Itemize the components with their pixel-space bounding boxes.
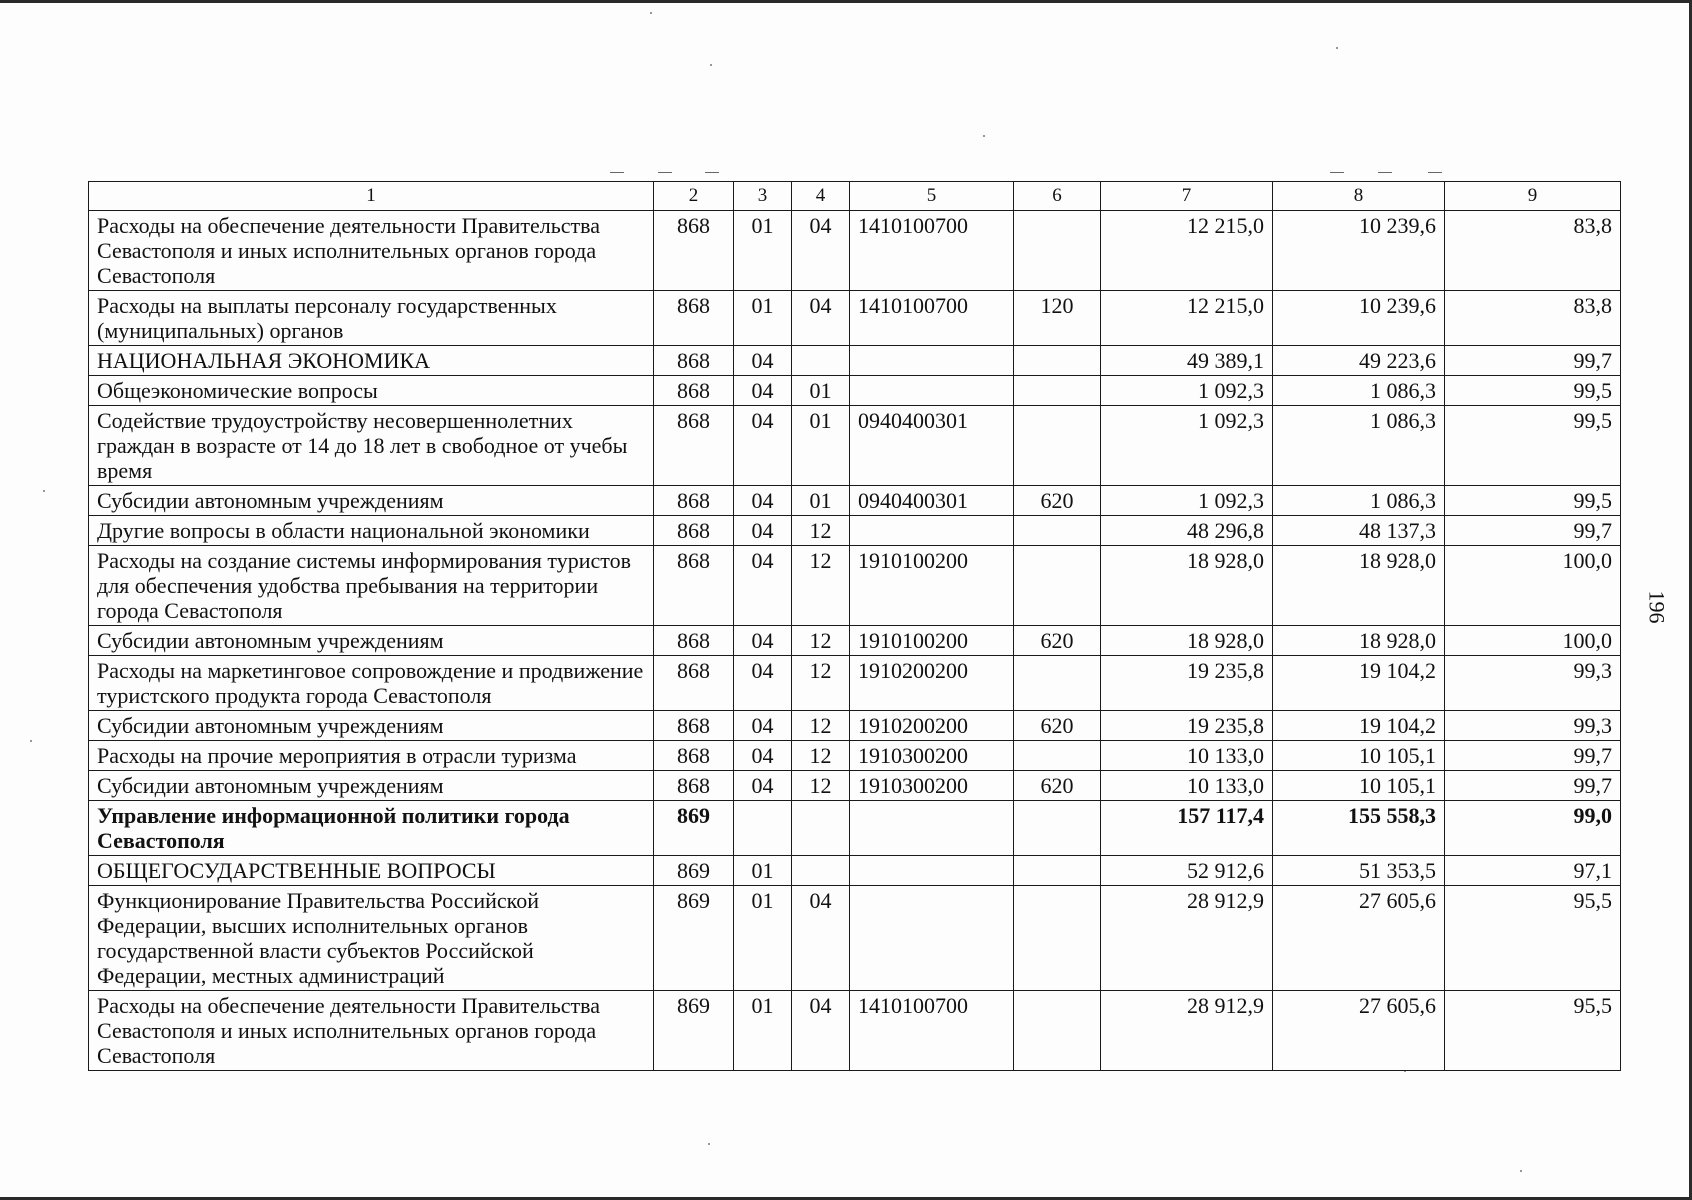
subsection-code-cell: 12 bbox=[792, 656, 850, 711]
row-name-cell: Субсидии автономным учреждениям bbox=[89, 771, 654, 801]
table-row bbox=[89, 886, 1621, 991]
subsection-code-cell bbox=[792, 856, 850, 886]
expense-type-cell bbox=[1014, 346, 1101, 376]
table-row bbox=[89, 406, 1621, 486]
table-row bbox=[89, 771, 1621, 801]
target-article-cell bbox=[850, 346, 1014, 376]
expense-type-cell bbox=[1014, 211, 1101, 291]
execution-percent-cell: 100,0 bbox=[1445, 546, 1621, 626]
expense-type-cell bbox=[1014, 656, 1101, 711]
scan-speck bbox=[1520, 1170, 1522, 1172]
subsection-code-cell: 01 bbox=[792, 486, 850, 516]
ministry-code-cell: 868 bbox=[654, 211, 734, 291]
planned-amount-cell: 10 133,0 bbox=[1101, 771, 1273, 801]
expense-type-cell bbox=[1014, 991, 1101, 1071]
table-row bbox=[89, 516, 1621, 546]
section-code-cell: 01 bbox=[734, 856, 792, 886]
target-article-cell: 1910100200 bbox=[850, 626, 1014, 656]
expense-type-cell bbox=[1014, 406, 1101, 486]
expense-type-cell bbox=[1014, 886, 1101, 991]
ministry-code-cell: 868 bbox=[654, 376, 734, 406]
scan-speck bbox=[710, 64, 712, 66]
row-name-cell: Расходы на выплаты персоналу государственных (муниципальных) органов bbox=[89, 291, 654, 346]
execution-percent-cell: 99,7 bbox=[1445, 771, 1621, 801]
ministry-code-cell: 868 bbox=[654, 546, 734, 626]
section-code-cell: 01 bbox=[734, 991, 792, 1071]
row-name-cell: Расходы на обеспечение деятельности Правительства Севастополя и иных исполнительных органов города Севастополя bbox=[89, 991, 654, 1071]
execution-percent-cell: 97,1 bbox=[1445, 856, 1621, 886]
column-number-7: 7 bbox=[1101, 182, 1273, 211]
target-article-cell: 1910200200 bbox=[850, 711, 1014, 741]
row-name-cell: Субсидии автономным учреждениям bbox=[89, 711, 654, 741]
section-code-cell: 04 bbox=[734, 486, 792, 516]
execution-percent-cell: 83,8 bbox=[1445, 211, 1621, 291]
executed-amount-cell: 18 928,0 bbox=[1273, 546, 1445, 626]
section-code-cell: 04 bbox=[734, 626, 792, 656]
page-number: 196 bbox=[1644, 590, 1670, 624]
target-article-cell bbox=[850, 801, 1014, 856]
executed-amount-cell: 19 104,2 bbox=[1273, 711, 1445, 741]
scan-speck bbox=[983, 135, 985, 137]
column-number-4: 4 bbox=[792, 182, 850, 211]
subsection-code-cell: 04 bbox=[792, 991, 850, 1071]
row-name-cell: Расходы на маркетинговое сопровождение и продвижение туристского продукта города Севастополя bbox=[89, 656, 654, 711]
table-row bbox=[89, 801, 1621, 856]
expense-type-cell: 620 bbox=[1014, 626, 1101, 656]
execution-percent-cell: 99,7 bbox=[1445, 741, 1621, 771]
target-article-cell: 0940400301 bbox=[850, 486, 1014, 516]
planned-amount-cell: 49 389,1 bbox=[1101, 346, 1273, 376]
executed-amount-cell: 10 239,6 bbox=[1273, 291, 1445, 346]
row-name-cell: Функционирование Правительства Российской Федерации, высших исполнительных органов государственной власти субъектов Российской Федерации, местных администраций bbox=[89, 886, 654, 991]
planned-amount-cell: 19 235,8 bbox=[1101, 711, 1273, 741]
scan-speck bbox=[1336, 47, 1338, 49]
executed-amount-cell: 155 558,3 bbox=[1273, 801, 1445, 856]
table-body bbox=[89, 211, 1621, 1071]
table-row bbox=[89, 376, 1621, 406]
header-row bbox=[89, 182, 1621, 211]
target-article-cell: 1910300200 bbox=[850, 771, 1014, 801]
target-article-cell: 1910100200 bbox=[850, 546, 1014, 626]
section-code-cell: 04 bbox=[734, 406, 792, 486]
target-article-cell bbox=[850, 376, 1014, 406]
planned-amount-cell: 1 092,3 bbox=[1101, 406, 1273, 486]
row-name-cell: Субсидии автономным учреждениям bbox=[89, 626, 654, 656]
section-code-cell: 01 bbox=[734, 886, 792, 991]
table-row bbox=[89, 486, 1621, 516]
section-code-cell: 04 bbox=[734, 741, 792, 771]
planned-amount-cell: 19 235,8 bbox=[1101, 656, 1273, 711]
planned-amount-cell: 12 215,0 bbox=[1101, 291, 1273, 346]
expense-type-cell bbox=[1014, 741, 1101, 771]
execution-percent-cell: 99,5 bbox=[1445, 406, 1621, 486]
subsection-code-cell: 01 bbox=[792, 376, 850, 406]
scan-speck bbox=[43, 490, 45, 492]
table-header bbox=[89, 182, 1621, 211]
executed-amount-cell: 27 605,6 bbox=[1273, 991, 1445, 1071]
subsection-code-cell: 12 bbox=[792, 546, 850, 626]
subsection-code-cell: 12 bbox=[792, 711, 850, 741]
section-code-cell: 04 bbox=[734, 516, 792, 546]
planned-amount-cell: 18 928,0 bbox=[1101, 626, 1273, 656]
column-number-9: 9 bbox=[1445, 182, 1621, 211]
section-code-cell: 04 bbox=[734, 711, 792, 741]
expense-type-cell: 620 bbox=[1014, 771, 1101, 801]
execution-percent-cell: 99,3 bbox=[1445, 711, 1621, 741]
table-row bbox=[89, 741, 1621, 771]
target-article-cell: 1410100700 bbox=[850, 211, 1014, 291]
row-name-cell: Другие вопросы в области национальной экономики bbox=[89, 516, 654, 546]
table-row bbox=[89, 346, 1621, 376]
planned-amount-cell: 1 092,3 bbox=[1101, 376, 1273, 406]
column-number-8: 8 bbox=[1273, 182, 1445, 211]
executed-amount-cell: 48 137,3 bbox=[1273, 516, 1445, 546]
expense-type-cell: 620 bbox=[1014, 486, 1101, 516]
target-article-cell: 1410100700 bbox=[850, 291, 1014, 346]
target-article-cell bbox=[850, 516, 1014, 546]
planned-amount-cell: 28 912,9 bbox=[1101, 886, 1273, 991]
table-row bbox=[89, 856, 1621, 886]
subsection-code-cell: 12 bbox=[792, 626, 850, 656]
execution-percent-cell: 99,7 bbox=[1445, 346, 1621, 376]
subsection-code-cell: 12 bbox=[792, 741, 850, 771]
planned-amount-cell: 52 912,6 bbox=[1101, 856, 1273, 886]
target-article-cell: 0940400301 bbox=[850, 406, 1014, 486]
planned-amount-cell: 18 928,0 bbox=[1101, 546, 1273, 626]
planned-amount-cell: 28 912,9 bbox=[1101, 991, 1273, 1071]
budget-table bbox=[88, 181, 1621, 1071]
ministry-code-cell: 868 bbox=[654, 291, 734, 346]
executed-amount-cell: 1 086,3 bbox=[1273, 486, 1445, 516]
row-name-cell: Общеэкономические вопросы bbox=[89, 376, 654, 406]
execution-percent-cell: 83,8 bbox=[1445, 291, 1621, 346]
execution-percent-cell: 95,5 bbox=[1445, 886, 1621, 991]
executed-amount-cell: 10 239,6 bbox=[1273, 211, 1445, 291]
executed-amount-cell: 1 086,3 bbox=[1273, 376, 1445, 406]
ministry-code-cell: 868 bbox=[654, 406, 734, 486]
row-name-cell: Расходы на обеспечение деятельности Правительства Севастополя и иных исполнительных органов города Севастополя bbox=[89, 211, 654, 291]
table-row bbox=[89, 656, 1621, 711]
table-row bbox=[89, 626, 1621, 656]
scan-dash bbox=[658, 172, 672, 173]
row-name-cell: Расходы на прочие мероприятия в отрасли туризма bbox=[89, 741, 654, 771]
target-article-cell: 1910200200 bbox=[850, 656, 1014, 711]
execution-percent-cell: 100,0 bbox=[1445, 626, 1621, 656]
scan-dash bbox=[1378, 172, 1392, 173]
executed-amount-cell: 1 086,3 bbox=[1273, 406, 1445, 486]
executed-amount-cell: 18 928,0 bbox=[1273, 626, 1445, 656]
section-code-cell bbox=[734, 801, 792, 856]
column-number-1: 1 bbox=[89, 182, 654, 211]
expense-type-cell bbox=[1014, 516, 1101, 546]
section-code-cell: 01 bbox=[734, 211, 792, 291]
scan-edge-top bbox=[0, 0, 1692, 3]
row-name-cell: Содействие трудоустройству несовершеннолетних граждан в возрасте от 14 до 18 лет в свободное от учебы время bbox=[89, 406, 654, 486]
table-row bbox=[89, 211, 1621, 291]
subsection-code-cell: 01 bbox=[792, 406, 850, 486]
executed-amount-cell: 10 105,1 bbox=[1273, 771, 1445, 801]
column-number-2: 2 bbox=[654, 182, 734, 211]
subsection-code-cell: 04 bbox=[792, 886, 850, 991]
row-name-cell: Управление информационной политики города Севастополя bbox=[89, 801, 654, 856]
ministry-code-cell: 868 bbox=[654, 346, 734, 376]
execution-percent-cell: 95,5 bbox=[1445, 991, 1621, 1071]
table-row bbox=[89, 291, 1621, 346]
planned-amount-cell: 157 117,4 bbox=[1101, 801, 1273, 856]
target-article-cell bbox=[850, 856, 1014, 886]
expense-type-cell bbox=[1014, 376, 1101, 406]
section-code-cell: 04 bbox=[734, 546, 792, 626]
section-code-cell: 01 bbox=[734, 291, 792, 346]
ministry-code-cell: 869 bbox=[654, 801, 734, 856]
column-number-3: 3 bbox=[734, 182, 792, 211]
ministry-code-cell: 869 bbox=[654, 856, 734, 886]
executed-amount-cell: 51 353,5 bbox=[1273, 856, 1445, 886]
subsection-code-cell: 12 bbox=[792, 771, 850, 801]
planned-amount-cell: 12 215,0 bbox=[1101, 211, 1273, 291]
column-number-6: 6 bbox=[1014, 182, 1101, 211]
planned-amount-cell: 48 296,8 bbox=[1101, 516, 1273, 546]
execution-percent-cell: 99,5 bbox=[1445, 486, 1621, 516]
target-article-cell: 1910300200 bbox=[850, 741, 1014, 771]
scan-speck bbox=[650, 12, 652, 14]
executed-amount-cell: 19 104,2 bbox=[1273, 656, 1445, 711]
row-name-cell: ОБЩЕГОСУДАРСТВЕННЫЕ ВОПРОСЫ bbox=[89, 856, 654, 886]
ministry-code-cell: 868 bbox=[654, 711, 734, 741]
ministry-code-cell: 868 bbox=[654, 656, 734, 711]
executed-amount-cell: 10 105,1 bbox=[1273, 741, 1445, 771]
execution-percent-cell: 99,3 bbox=[1445, 656, 1621, 711]
execution-percent-cell: 99,7 bbox=[1445, 516, 1621, 546]
executed-amount-cell: 49 223,6 bbox=[1273, 346, 1445, 376]
subsection-code-cell: 04 bbox=[792, 211, 850, 291]
subsection-code-cell: 04 bbox=[792, 291, 850, 346]
row-name-cell: НАЦИОНАЛЬНАЯ ЭКОНОМИКА bbox=[89, 346, 654, 376]
planned-amount-cell: 1 092,3 bbox=[1101, 486, 1273, 516]
table-row bbox=[89, 991, 1621, 1071]
column-number-5: 5 bbox=[850, 182, 1014, 211]
table-row bbox=[89, 711, 1621, 741]
expense-type-cell: 120 bbox=[1014, 291, 1101, 346]
planned-amount-cell: 10 133,0 bbox=[1101, 741, 1273, 771]
ministry-code-cell: 868 bbox=[654, 771, 734, 801]
expense-type-cell: 620 bbox=[1014, 711, 1101, 741]
row-name-cell: Субсидии автономным учреждениям bbox=[89, 486, 654, 516]
target-article-cell: 1410100700 bbox=[850, 991, 1014, 1071]
expense-type-cell bbox=[1014, 546, 1101, 626]
expense-type-cell bbox=[1014, 856, 1101, 886]
subsection-code-cell bbox=[792, 801, 850, 856]
target-article-cell bbox=[850, 886, 1014, 991]
subsection-code-cell: 12 bbox=[792, 516, 850, 546]
scan-dash bbox=[1330, 172, 1344, 173]
ministry-code-cell: 868 bbox=[654, 626, 734, 656]
ministry-code-cell: 868 bbox=[654, 516, 734, 546]
section-code-cell: 04 bbox=[734, 771, 792, 801]
scan-speck bbox=[708, 1143, 710, 1145]
expense-type-cell bbox=[1014, 801, 1101, 856]
scan-dash bbox=[610, 172, 624, 173]
scan-dash bbox=[705, 172, 719, 173]
table-row bbox=[89, 546, 1621, 626]
ministry-code-cell: 868 bbox=[654, 741, 734, 771]
ministry-code-cell: 869 bbox=[654, 886, 734, 991]
execution-percent-cell: 99,5 bbox=[1445, 376, 1621, 406]
subsection-code-cell bbox=[792, 346, 850, 376]
scan-dash bbox=[1428, 172, 1442, 173]
row-name-cell: Расходы на создание системы информирования туристов для обеспечения удобства пребывания на территории города Севастополя bbox=[89, 546, 654, 626]
ministry-code-cell: 868 bbox=[654, 486, 734, 516]
section-code-cell: 04 bbox=[734, 376, 792, 406]
execution-percent-cell: 99,0 bbox=[1445, 801, 1621, 856]
section-code-cell: 04 bbox=[734, 346, 792, 376]
ministry-code-cell: 869 bbox=[654, 991, 734, 1071]
executed-amount-cell: 27 605,6 bbox=[1273, 886, 1445, 991]
section-code-cell: 04 bbox=[734, 656, 792, 711]
scan-speck bbox=[30, 740, 32, 742]
